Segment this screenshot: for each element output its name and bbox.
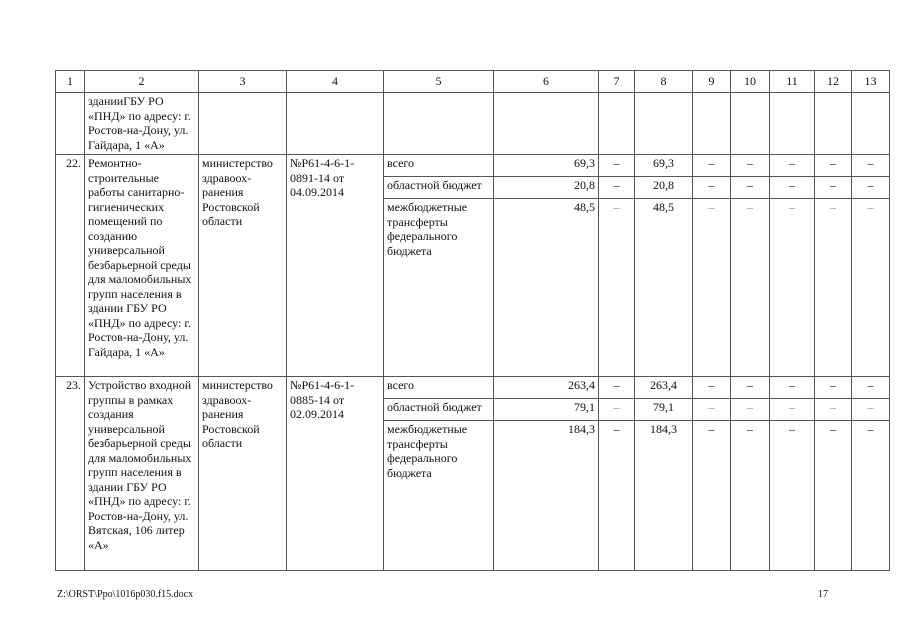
value-cell: – [731,177,770,199]
value-cell: – [852,155,890,177]
value-cell: – [731,399,770,421]
value-cell: – [815,377,852,399]
value-cell: – [815,155,852,177]
continuation-text: зданииГБУ РО «ПНД» по адресу: г. Ростов-на-Дону, ул. Гайдара, 1 «А» [85,93,199,155]
funding-source: областной бюджет [384,399,494,421]
header-cell: 4 [287,71,384,93]
value-cell: – [770,177,815,199]
row-number: 23. [56,377,85,571]
header-cell: 6 [494,71,599,93]
row-document: №Р61-4-6-1-0891-14 от 04.09.2014 [287,155,384,377]
value-cell: – [693,155,731,177]
row-organization: министерство здравоох-ранения Ростовской области [199,155,287,377]
header-cell: 7 [599,71,635,93]
value-cell: – [770,199,815,377]
value-cell: – [852,177,890,199]
value-cell: – [852,377,890,399]
value-cell: – [731,421,770,571]
funding-source: межбюджетные трансферты федерального бюджета [384,421,494,571]
value-cell: – [770,421,815,571]
value-cell: – [693,177,731,199]
row-description: Устройство входной группы в рамках создания универсальной безбарьерной среды для маломобильных групп населения в здании ГБУ РО «ПНД» по адресу: г. Ростов-на-Дону, ул. Вятская, 106 литер «А» [85,377,199,571]
funding-source: межбюджетные трансферты федерального бюджета [384,199,494,377]
value-cell: – [852,199,890,377]
continuation-row [56,93,890,155]
value-cell: – [599,177,635,199]
value-cell: 79,1 [635,399,693,421]
value-cell: 69,3 [494,155,599,177]
header-cell: 11 [770,71,815,93]
header-cell: 1 [56,71,85,93]
value-cell: – [599,199,635,377]
value-cell: – [693,421,731,571]
funding-source: всего [384,155,494,177]
header-cell: 9 [693,71,731,93]
value-cell: – [693,399,731,421]
table-row [56,155,890,177]
header-cell: 2 [85,71,199,93]
value-cell: 48,5 [635,199,693,377]
value-cell: – [815,199,852,377]
row-document: №Р61-4-6-1-0885-14 от 02.09.2014 [287,377,384,571]
value-cell: 48,5 [494,199,599,377]
row-number: 22. [56,155,85,377]
header-cell: 3 [199,71,287,93]
funding-source: всего [384,377,494,399]
value-cell: – [852,399,890,421]
value-cell: – [770,377,815,399]
page-number: 17 [818,589,828,600]
value-cell: – [599,377,635,399]
value-cell: 20,8 [635,177,693,199]
file-path: Z:\ORST\Ppo\1016p030.f15.docx [57,589,194,600]
value-cell: – [815,421,852,571]
funding-source: областной бюджет [384,177,494,199]
value-cell: – [599,155,635,177]
value-cell: – [731,155,770,177]
value-cell: – [599,399,635,421]
value-cell: 69,3 [635,155,693,177]
value-cell: – [599,421,635,571]
value-cell: – [770,155,815,177]
header-cell: 5 [384,71,494,93]
value-cell: – [770,399,815,421]
value-cell: – [852,421,890,571]
value-cell: 184,3 [635,421,693,571]
value-cell: – [815,399,852,421]
value-cell: 20,8 [494,177,599,199]
header-cell: 13 [852,71,890,93]
table-row [56,377,890,399]
header-row [56,71,890,93]
value-cell: 263,4 [635,377,693,399]
value-cell: – [731,199,770,377]
value-cell: 184,3 [494,421,599,571]
row-description: Ремонтно-строительные работы санитарно-гигиенических помещений по созданию универсальной безбарьерной среды для маломобильных групп населения в здании ГБУ РО «ПНД» по адресу: г. Ростов-на-Дону, ул. Гайдара, 1 «А» [85,155,199,377]
value-cell: – [693,199,731,377]
value-cell: – [693,377,731,399]
value-cell: 263,4 [494,377,599,399]
header-cell: 12 [815,71,852,93]
value-cell: – [731,377,770,399]
value-cell: – [815,177,852,199]
value-cell: 79,1 [494,399,599,421]
row-organization: министерство здравоох-ранения Ростовской области [199,377,287,571]
header-cell: 10 [731,71,770,93]
budget-table [55,70,890,571]
header-cell: 8 [635,71,693,93]
